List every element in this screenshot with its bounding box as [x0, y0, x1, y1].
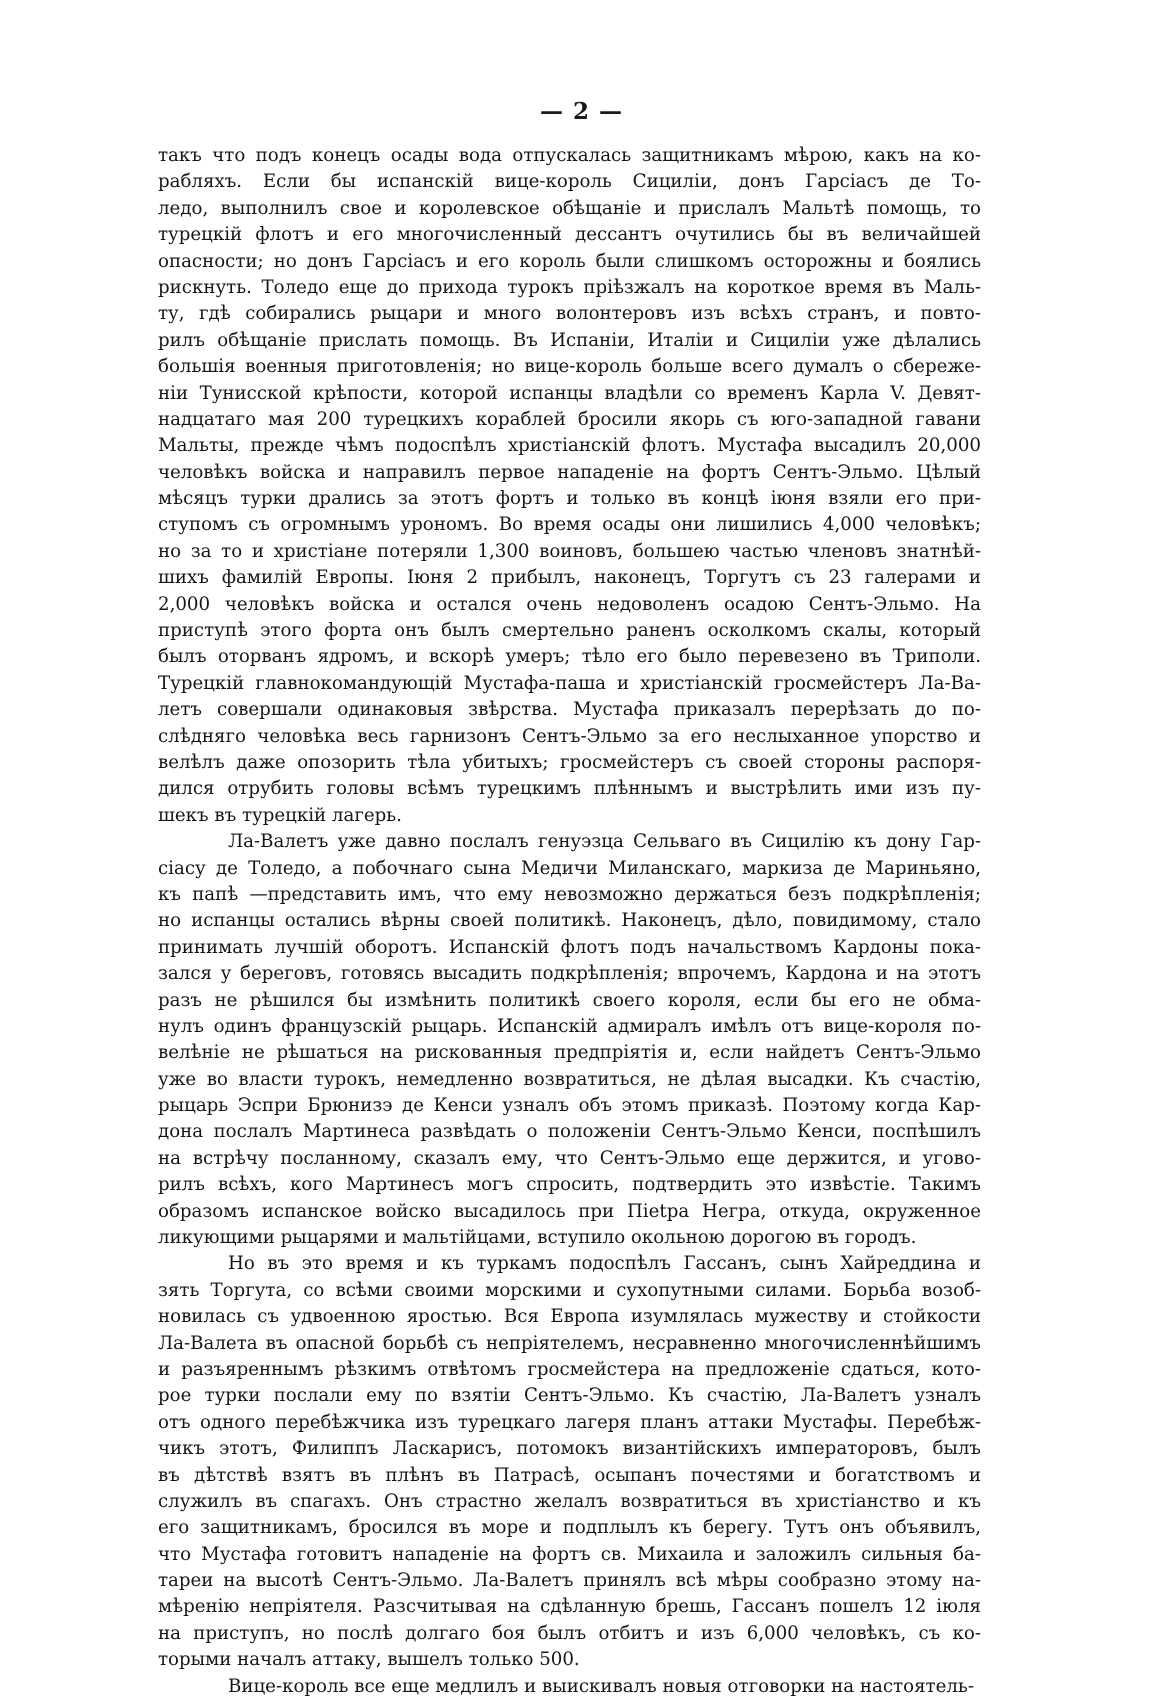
text-line: шекъ въ турецкій лагерь.	[158, 804, 402, 826]
text-line: рилъ обѣщаніе прислать помощь. Въ Испаніи, Италіи и Сициліи уже дѣлались	[158, 329, 981, 351]
text-line: Мальты, прежде чѣмъ подоспѣлъ христіанскій флотъ. Мустафа высадилъ 20,000	[158, 435, 981, 457]
text-line: сіасу де Толедо, а побочнаго сына Медичи Миланскаго, маркиза де Мариньяно,	[158, 857, 981, 879]
text-line: слѣдняго человѣка весь гарнизонъ Сентъ-Эльмо за его неслыханное упорство и	[158, 725, 981, 747]
text-line: такъ что подъ конецъ осады вода отпускалась защитникамъ мѣрою, какъ на ко-	[158, 145, 981, 166]
text-line: къ папѣ —представить имъ, что ему невозможно держаться безъ подкрѣпленія;	[158, 883, 981, 905]
text-line: отъ одного перебѣжчика изъ турецкаго лагеря планъ аттаки Мустафы. Перебѣж-	[158, 1411, 981, 1433]
text-line: мѣренію непріятеля. Разсчитывая на сдѣланную брешь, Гассанъ пошелъ 12 іюля	[158, 1596, 981, 1618]
text-line: ступомъ съ огромнымъ урономъ. Во время осады они лишились 4,000 человѣкъ;	[158, 514, 981, 536]
text-line: Турецкій главнокомандующій Мустафа-паша и христіанскій гросмейстеръ Ла-Ва-	[158, 672, 981, 694]
paragraph	[158, 1251, 981, 1673]
paragraph	[158, 829, 981, 1251]
text-line: шихъ фамилій Европы. Іюня 2 прибылъ, наконецъ, Торгутъ съ 23 галерами и	[158, 567, 981, 589]
text-line: рое турки послали ему по взятіи Сентъ-Эльмо. Къ счастію, Ла-Валетъ узналъ	[158, 1385, 981, 1407]
text-line: дился отрубить головы всѣмъ турецкимъ плѣннымъ и выстрѣлить ими изъ пу-	[158, 778, 981, 800]
text-line: уже во власти турокъ, немедленно возвратиться, не дѣлая высадки. Къ счастію,	[158, 1068, 981, 1090]
text-line: на встрѣчу посланному, сказалъ ему, что Сентъ-Эльмо еще держится, и уговo-	[158, 1147, 981, 1169]
paragraph	[158, 1674, 981, 1700]
text-line: былъ оторванъ ядромъ, и вскорѣ умеръ; тѣло его было перевезено въ Триполи.	[158, 646, 981, 668]
text-line: нулъ одинъ французскій рыцарь. Испанскій адмиралъ имѣлъ отъ вице-короля по-	[158, 1015, 981, 1037]
text-line: зался у береговъ, готовясь высадить подкрѣпленія; впрочемъ, Кардона и на этотъ	[158, 963, 981, 985]
text-line: рабляхъ. Если бы испанскій вице-король Сициліи, донъ Гарсіасъ де То-	[158, 171, 981, 193]
text-line: 2,000 человѣкъ войска и остался очень недоволенъ осадою Сентъ-Эльмо. На	[158, 593, 981, 615]
text-line: ніи Тунисской крѣпости, которой испанцы владѣли со временъ Карла V. Девят-	[158, 382, 981, 404]
text-line: опасности; но донъ Гарсіасъ и его король были слишкомъ осторожны и боялись	[158, 250, 981, 272]
text-line: что Мустафа готовитъ нападеніе на фортъ св. Михаила и заложилъ сильныя ба-	[158, 1543, 981, 1565]
text-line: турецкій флотъ и его многочисленный дессантъ очутились бы въ величайшей	[158, 224, 981, 246]
text-line: образомъ испанское войско высадилось при Пietра Негра, откуда, окруженное	[158, 1200, 981, 1222]
text-line: торыми началъ аттаку, вышелъ только 500.	[158, 1649, 580, 1671]
paragraph	[158, 143, 981, 829]
text-line: рискнуть. Толедо еще до прихода турокъ пріѣзжалъ на короткое время въ Маль-	[158, 276, 981, 298]
text-line: въ дѣтствѣ взятъ въ плѣнъ въ Патрасѣ, осыпанъ почестями и богатствомъ и	[158, 1464, 981, 1486]
body-text	[158, 143, 981, 1700]
text-line: Вице-король все еще медлилъ и выискивалъ новыя отговорки на настоятель-	[228, 1675, 974, 1697]
page-number: — 2 —	[539, 98, 624, 125]
text-line: его защитникамъ, бросился въ море и подплылъ къ берегу. Тутъ онъ объявилъ,	[158, 1517, 981, 1539]
text-line: принимать лучшій оборотъ. Испанскій флотъ подъ начальствомъ Кардоны пока-	[158, 936, 981, 958]
text-line: Но въ это время и къ туркамъ подоспѣлъ Гассанъ, сынъ Хайреддина и	[228, 1253, 981, 1275]
text-line: и разъяреннымъ рѣзкимъ отвѣтомъ гросмейстера на предложеніе сдаться, кото-	[158, 1358, 981, 1380]
text-line: служилъ въ спагахъ. Онъ страстно желалъ возвратиться въ христіанство и къ	[158, 1490, 981, 1512]
text-line: летъ совершали одинаковыя звѣрства. Мустафа приказалъ перерѣзать до по-	[158, 699, 981, 721]
text-line: ту, гдѣ собирались рыцари и много волонтеровъ изъ всѣхъ странъ, и повто-	[158, 303, 981, 325]
text-line: зять Торгута, со всѣми своими морскими и сухопутными силами. Борьба возоб-	[158, 1279, 981, 1301]
text-line: ледо, выполнилъ свое и королевское обѣщаніе и прислалъ Мальтѣ помощь, то	[158, 197, 981, 219]
text-line: большія военныя приготовленія; но вице-король больше всего думалъ о сбереже-	[158, 356, 981, 378]
text-line: Ла-Валета въ опасной борьбѣ съ непріятелемъ, несравненно многочисленнѣйшимъ	[158, 1332, 981, 1354]
text-line: тареи на высотѣ Сентъ-Эльмо. Ла-Валетъ принялъ всѣ мѣры сообразно этому на-	[158, 1570, 981, 1592]
text-line: рилъ всѣхъ, кого Мартинесъ могъ спросить, подтвердить это извѣстіе. Такимъ	[158, 1174, 981, 1196]
text-line: велѣлъ даже опозорить тѣла убитыхъ; гросмейстеръ съ своей стороны распоря-	[158, 751, 981, 773]
text-line: ликующими рыцарями и мальтійцами, вступило окольною дорогою въ городъ.	[158, 1227, 917, 1249]
text-line: приступѣ этого форта онъ былъ смертельно раненъ осколкомъ скалы, который	[158, 620, 981, 642]
text-line: человѣкъ войска и направилъ первое нападеніе на фортъ Сентъ-Эльмо. Цѣлый	[158, 461, 981, 483]
text-line: но испанцы остались вѣрны своей политикѣ. Наконецъ, дѣло, повидимому, стало	[158, 910, 981, 932]
text-line: дона послалъ Мартинеса развѣдать о положеніи Сентъ-Эльмо Кенси, поспѣшилъ	[158, 1121, 981, 1143]
text-line: надцатаго мая 200 турецкихъ кораблей бросили якорь съ юго-западной гавани	[158, 408, 981, 430]
text-line: но за то и христіане потеряли 1,300 воиновъ, большею частью членовъ знатнѣй-	[158, 540, 981, 562]
text-line: Ла-Валетъ уже давно послалъ генуэзца Сельваго въ Сицилію къ дону Гар-	[228, 831, 981, 853]
text-line: рыцарь Эспри Брюнизэ де Кенси узналъ объ этомъ приказѣ. Поэтому когда Кар-	[158, 1095, 981, 1117]
text-line: разъ не рѣшился бы измѣнить политикѣ своего короля, если бы его не обма-	[158, 989, 981, 1011]
text-line: велѣніе не рѣшаться на рискованныя предпріятія и, если найдетъ Сентъ-Эльмо	[158, 1042, 981, 1064]
text-line: на приступъ, но послѣ долгаго боя былъ отбитъ и изъ 6,000 человѣкъ, съ ко-	[158, 1622, 981, 1644]
text-line: мѣсяцъ турки дрались за этотъ фортъ и только въ концѣ іюня взяли его при-	[158, 488, 981, 510]
text-line: чикъ этотъ, Филиппъ Ласкарисъ, потомокъ византійскихъ императоровъ, былъ	[158, 1438, 981, 1460]
text-line: новилась съ удвоенною яростью. Вся Европа изумлялась мужеству и стойкости	[158, 1306, 981, 1328]
